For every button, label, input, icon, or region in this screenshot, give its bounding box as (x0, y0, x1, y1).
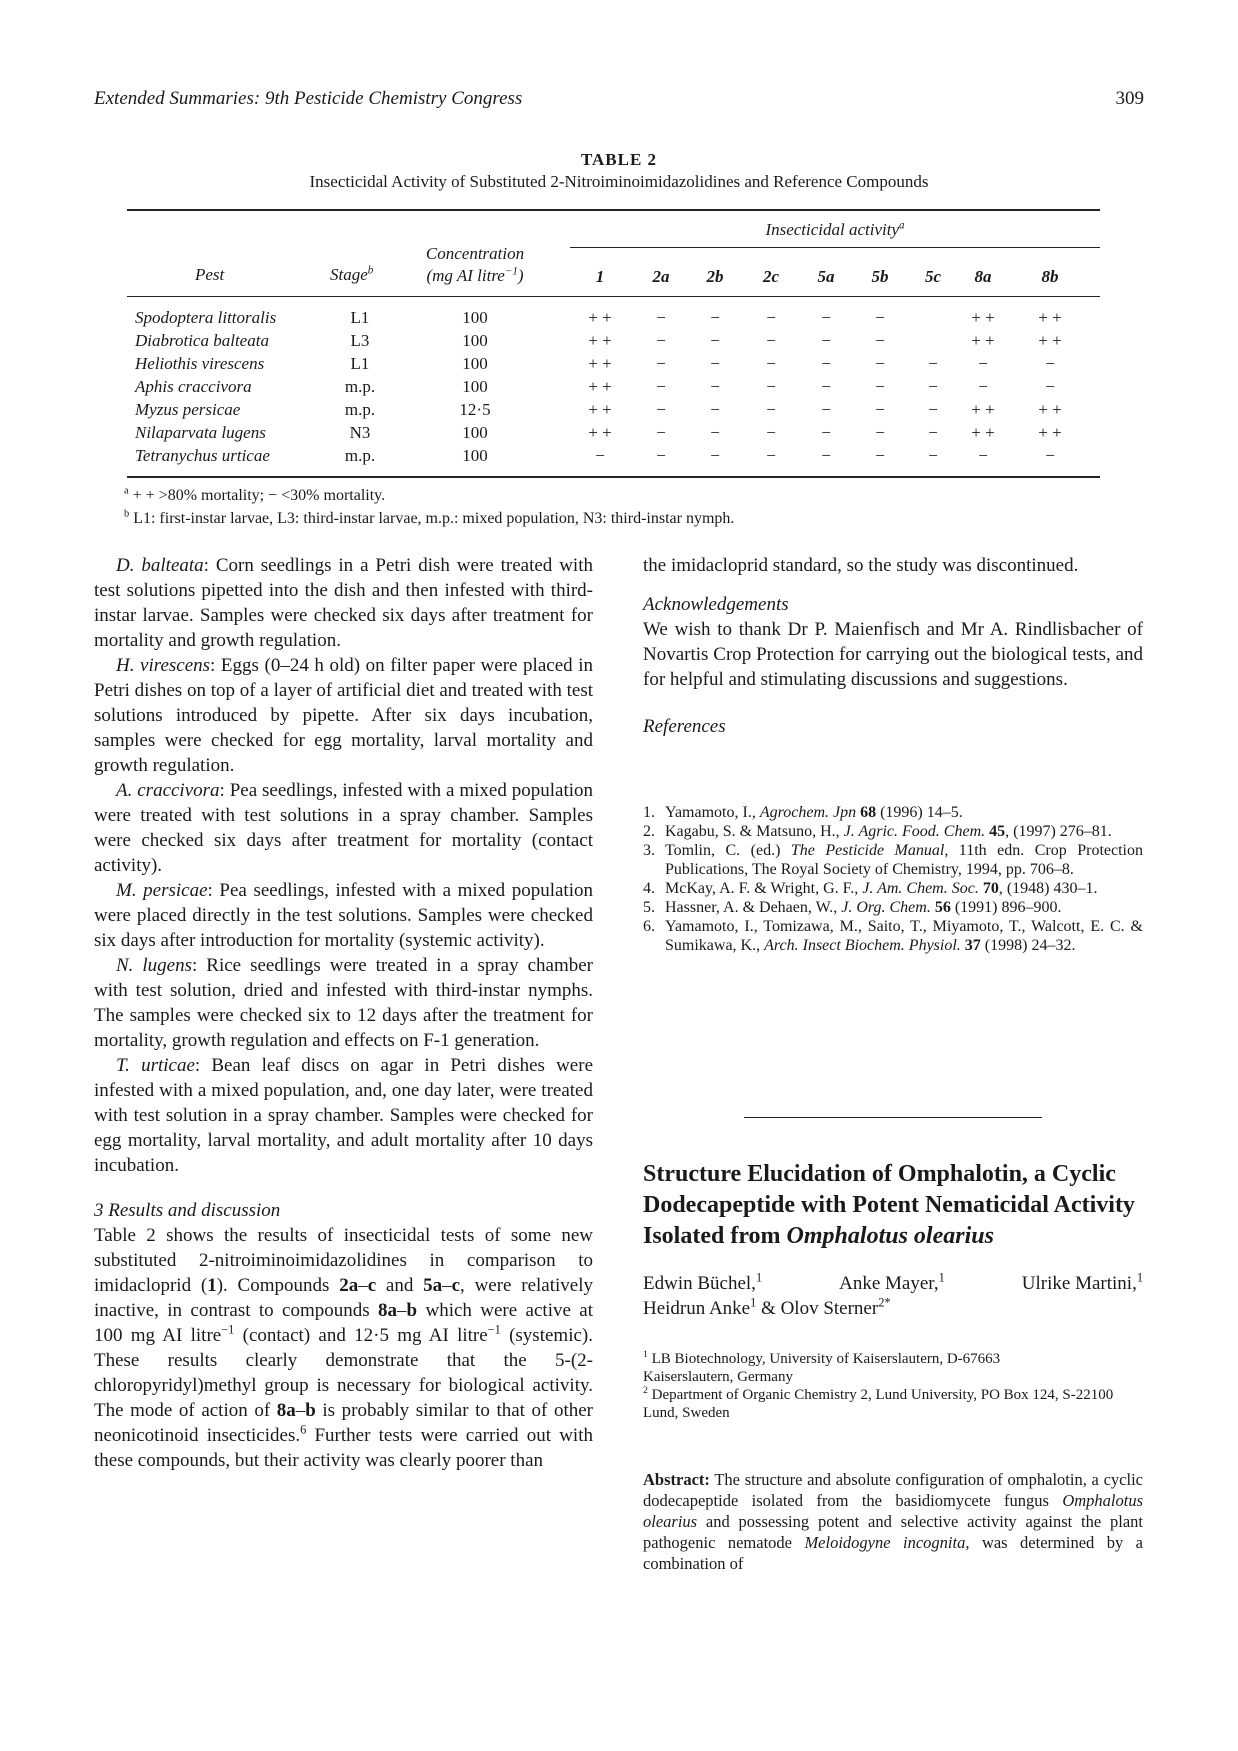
table-caption: Insecticidal Activity of Substituted 2-Nitroiminoimidazolidines and Reference Compounds (309, 172, 929, 191)
reference-rest: , 11th edn. Crop Protection Publications, The Royal Society of Chemistry, 1994, pp. 706–8. (665, 842, 1144, 878)
species-name: Meloidogyne incognita (804, 1533, 966, 1552)
activity-cell: − (656, 400, 666, 419)
method-text: : Bean leaf discs on agar in Petri dishes were infested with a mixed population, and, one day later, were treated with test solution in a spray chamber. Samples were checked for egg mortality, larval mortality, and adult mortality after 10 days incubation. (94, 1055, 594, 1176)
activity-cell: + + (588, 308, 612, 327)
reference-item (643, 917, 1143, 955)
author-line-2 (643, 1296, 1143, 1321)
running-head (94, 88, 1144, 110)
author (839, 1271, 945, 1296)
concentration-cell: 100 (462, 423, 488, 442)
activity-cell: − (710, 308, 720, 327)
conc-header (405, 243, 545, 287)
reference-rest: , (1997) 276–81. (1005, 823, 1112, 840)
abstract-text: The structure and absolute configuration of omphalotin, a cyclic dodecapeptide isolated from the basidiomycete fungus (643, 1470, 1143, 1510)
reference-authors: McKay, A. F. & Wright, G. F., (665, 880, 863, 897)
activity-cell: − (710, 423, 720, 442)
pest-cell: Heliothis virescens (135, 354, 265, 373)
stage-header-sup: b (367, 264, 374, 277)
affiliation-1 (643, 1350, 1003, 1386)
method-m-persicae (94, 878, 593, 953)
author-name: & Olov Sterner (756, 1298, 879, 1319)
reference-journal: J. Org. Chem. (841, 899, 931, 916)
reference-item (643, 898, 1143, 917)
reference-volume: 70 (982, 880, 999, 897)
reference-volume: 56 (934, 899, 951, 916)
activity-cell: − (821, 377, 831, 396)
activity-cell: + + (1038, 331, 1062, 350)
abstract (643, 1469, 1143, 1574)
footnote-b (124, 510, 734, 528)
footnote-a (124, 487, 385, 505)
stage-cell: L3 (350, 331, 370, 350)
activity-cell: − (875, 400, 885, 419)
article-title-text: Structure Elucidation of Omphalotin, a Cyclic Dodecapeptide with Potent Nematicidal Activity Isolated from (643, 1161, 1135, 1249)
activity-cell: − (656, 331, 666, 350)
results-text: Table 2 shows the results of insecticidal tests of some new substituted 2-nitroiminoimidazolidines in comparison to imidacloprid ( (94, 1225, 593, 1296)
reference-list (643, 803, 1143, 955)
activity-header-rule (570, 247, 1100, 248)
activity-cell: − (1045, 354, 1055, 373)
method-t-urticae (94, 1053, 593, 1178)
reference-authors: Tomlin, C. (ed.) (665, 842, 791, 859)
concentration-cell: 100 (462, 354, 488, 373)
activity-cell: − (656, 423, 666, 442)
activity-cell: − (821, 308, 831, 327)
reference-rest: (1991) 896–900. (950, 899, 1062, 916)
article-title-species: Omphalotus olearius (786, 1223, 994, 1249)
activity-cell: − (710, 400, 720, 419)
activity-cell: − (656, 354, 666, 373)
reference-authors: Yamamoto, I., (665, 804, 760, 821)
reference-rest: (1998) 24–32. (980, 937, 1076, 954)
species-name: Omphalotus olearius (643, 1491, 1143, 1531)
affiliations (643, 1350, 1143, 1422)
affil-mark: 2* (878, 1295, 891, 1310)
results-text: – (358, 1275, 368, 1296)
activity-cell: − (766, 423, 776, 442)
reference-journal: Agrochem. Jpn (759, 804, 857, 821)
method-text: : Eggs (0–24 h old) on filter paper were placed in Petri dishes on top of a layer of artificial diet and treated with test solutions introduced by pipette. After six days incubation, samples were checked for egg mortality, larval mortality and growth regulation. (94, 655, 593, 776)
affiliation-text: LB Biotechnology, University of Kaiserslautern, D-67663 Kaiserslautern, Germany (643, 1351, 1001, 1385)
section-heading: 3 Results and discussion (94, 1200, 281, 1221)
concentration-cell: 100 (462, 308, 488, 327)
affil-number: 2 (643, 1385, 648, 1396)
activity-cell: − (766, 400, 776, 419)
activity-cell: − (1045, 446, 1055, 465)
concentration-cell: 12·5 (459, 400, 491, 419)
compound-header: 2a (652, 267, 670, 286)
results-text: (systemic). These results clearly demonstrate that the 5-(2-chloropyridyl)methyl group is necessary for biological activity. The mode of action of (94, 1325, 593, 1421)
pest-name: N. lugens (116, 955, 193, 976)
activity-cell: + + (588, 400, 612, 419)
activity-cell: − (875, 377, 885, 396)
stage-cell: m.p. (344, 400, 376, 419)
reference-item (643, 803, 1143, 822)
activity-cell: + + (971, 331, 995, 350)
activity-cell: − (766, 354, 776, 373)
affil-mark: 1 (1136, 1270, 1143, 1285)
compound-header: 5a (817, 267, 835, 286)
concentration-cell: 100 (462, 446, 488, 465)
activity-cell: − (595, 446, 605, 465)
pest-name: D. balteata (116, 555, 204, 576)
author-line-1 (643, 1271, 1143, 1296)
activity-cell: − (766, 446, 776, 465)
compound-header: 2c (762, 267, 780, 286)
conc-header-close: ) (517, 266, 524, 285)
activity-cell: − (710, 377, 720, 396)
reference-journal: J. Am. Chem. Soc. (862, 880, 979, 897)
pest-cell: Nilaparvata lugens (135, 423, 266, 442)
pest-name: H. virescens (116, 655, 211, 676)
pest-cell: Diabrotica balteata (135, 331, 269, 350)
stage-header (330, 265, 373, 285)
compound-ref: 1 (207, 1275, 217, 1296)
activity-header-sup: a (899, 219, 905, 232)
running-head-title: Extended Summaries: 9th Pesticide Chemistry Congress (94, 88, 523, 109)
reference-journal: The Pesticide Manual (790, 842, 945, 859)
activity-cell: − (656, 377, 666, 396)
activity-cell: − (928, 423, 938, 442)
footnote-b-mark: b (124, 508, 130, 520)
activity-cell: − (821, 354, 831, 373)
activity-cell: − (875, 446, 885, 465)
author-name: Ulrike Martini, (1021, 1273, 1137, 1294)
left-column (94, 553, 593, 1473)
compound-ref: 2a (339, 1275, 359, 1296)
activity-cell: − (928, 400, 938, 419)
conc-header-line2 (405, 265, 545, 287)
author (1022, 1271, 1143, 1296)
stage-cell: m.p. (344, 446, 376, 465)
activity-cell: − (821, 446, 831, 465)
stage-cell: N3 (349, 423, 371, 442)
article-title (643, 1159, 1148, 1252)
results-text: (contact) and 12·5 mg AI litre (234, 1325, 488, 1346)
affil-mark: 1 (938, 1270, 945, 1285)
activity-cell: − (656, 308, 666, 327)
results-text: – (442, 1275, 452, 1296)
affil-mark: 1 (750, 1295, 757, 1310)
reference-rest: , (1948) 430–1. (998, 880, 1098, 897)
stage-header-text: Stage (330, 265, 368, 284)
article-separator (744, 1117, 1042, 1118)
results-paragraph (94, 1223, 593, 1473)
compound-ref: b (406, 1300, 418, 1321)
activity-cell: + + (588, 354, 612, 373)
stage-cell: L1 (350, 308, 370, 327)
reference-number: 1. (643, 804, 655, 821)
activity-cell: − (875, 331, 885, 350)
stage-cell: m.p. (344, 377, 376, 396)
reference-volume: 37 (964, 937, 981, 954)
method-d-balteata (94, 553, 593, 653)
pest-cell: Myzus persicae (135, 400, 241, 419)
unit-exp: −1 (487, 1322, 501, 1337)
activity-cell: + + (588, 377, 612, 396)
method-text: : Rice seedlings were treated in a spray chamber with test solution, dried and infested with third-instar nymphs. The samples were checked six to 12 days after the treatment for mortality, growth regulation and effects on F-1 generation. (94, 955, 593, 1051)
affil-number: 1 (643, 1349, 648, 1360)
activity-cell: − (656, 446, 666, 465)
conc-header-exp: −1 (504, 265, 518, 278)
activity-cell: − (875, 423, 885, 442)
table-top-rule (127, 209, 1100, 211)
reference-item (643, 822, 1143, 841)
method-text: : Pea seedlings, infested with a mixed population were placed directly in the test solutions. Samples were checked six days after introduction for mortality (systemic activity). (94, 880, 593, 951)
activity-cell: − (766, 308, 776, 327)
pest-cell: Spodoptera littoralis (135, 308, 277, 327)
activity-cell: − (928, 446, 938, 465)
results-text: which were active at 100 mg AI litre (94, 1300, 593, 1346)
results-text: is probably similar to that of other neonicotinoid insecticides. (94, 1400, 593, 1446)
compound-header: 5c (924, 267, 942, 286)
header-bottom-rule (127, 296, 1100, 297)
compound-header: 8b (1041, 267, 1059, 286)
reference-item (643, 841, 1143, 879)
activity-cell: + + (1038, 308, 1062, 327)
compound-ref: 5a (423, 1275, 443, 1296)
method-text: : Corn seedlings in a Petri dish were treated with test solutions pipetted into the dish and then infested with third-instar larvae. Samples were checked six days after treatment for mortality and growth regulation. (94, 555, 593, 651)
activity-cell: + + (1038, 423, 1062, 442)
affil-mark: 1 (755, 1270, 763, 1285)
page-number: 309 (1115, 88, 1144, 109)
footnote-a-mark: a (124, 485, 129, 497)
conc-header-line1: Concentration (425, 244, 525, 263)
pest-name: T. urticae (116, 1055, 195, 1076)
activity-header (570, 220, 1100, 240)
reference-number: 6. (643, 918, 655, 935)
table-label: TABLE 2 (580, 150, 658, 169)
compound-ref: c (367, 1275, 377, 1296)
reference-rest: (1996) 14–5. (876, 804, 963, 821)
affiliation-2 (643, 1386, 1143, 1422)
activity-cell: − (821, 423, 831, 442)
pest-name: A. craccivora (116, 780, 220, 801)
activity-cell: + + (1038, 400, 1062, 419)
continued-text: the imidacloprid standard, so the study was discontinued. (643, 555, 1079, 576)
author-name: Anke Mayer, (839, 1273, 939, 1294)
reference-number: 5. (643, 899, 655, 916)
results-text: Further tests were carried out with these compounds, but their activity was clearly poorer than (94, 1425, 593, 1471)
pest-cell: Tetranychus urticae (135, 446, 270, 465)
method-n-lugens (94, 953, 593, 1053)
activity-cell: − (978, 354, 988, 373)
references-heading: References (643, 716, 726, 737)
compound-ref: c (451, 1275, 461, 1296)
citation-sup: 6 (300, 1422, 307, 1437)
concentration-cell: 100 (462, 377, 488, 396)
activity-cell: − (978, 377, 988, 396)
results-text: – (295, 1400, 306, 1421)
author-name: Edwin Büchel, (643, 1273, 756, 1294)
activity-cell: − (875, 354, 885, 373)
reference-number: 3. (643, 842, 655, 859)
activity-cell: − (1045, 377, 1055, 396)
author (643, 1271, 762, 1296)
compound-ref: b (305, 1400, 316, 1421)
activity-cell: − (766, 377, 776, 396)
reference-journal: Arch. Insect Biochem. Physiol. (764, 937, 961, 954)
activity-cell: − (821, 331, 831, 350)
concentration-cell: 100 (462, 331, 488, 350)
acknowledgements-text: We wish to thank Dr P. Maienfisch and Mr A. Rindlisbacher of Novartis Crop Protection for carrying out the biological tests, and for helpful and stimulating discussions and suggestions. (643, 619, 1143, 690)
activity-cell: − (978, 446, 988, 465)
reference-authors: Kagabu, S. & Matsuno, H., (665, 823, 844, 840)
method-a-craccivora (94, 778, 593, 878)
activity-cell: + + (971, 400, 995, 419)
reference-journal: J. Agric. Food. Chem. (843, 823, 986, 840)
method-h-virescens (94, 653, 593, 778)
reference-authors: Hassner, A. & Dehaen, W., (665, 899, 842, 916)
activity-cell: − (875, 308, 885, 327)
activity-cell: + + (588, 423, 612, 442)
activity-cell: − (766, 331, 776, 350)
activity-cell: − (710, 354, 720, 373)
activity-cell: + + (971, 308, 995, 327)
compound-ref: 8a (276, 1400, 296, 1421)
compound-header: 1 (595, 267, 605, 286)
compound-header: 2b (706, 267, 724, 286)
compound-header: 8a (974, 267, 992, 286)
right-column-top (643, 553, 1143, 739)
reference-volume: 68 (860, 804, 877, 821)
table-bottom-rule (127, 476, 1100, 478)
footnote-b-text: L1: first-instar larvae, L3: third-instar larvae, m.p.: mixed population, N3: third-instar nymph. (133, 510, 735, 527)
activity-cell: − (710, 446, 720, 465)
activity-cell: − (928, 354, 938, 373)
results-text: – (397, 1300, 407, 1321)
reference-number: 4. (643, 880, 655, 897)
pest-name: M. persicae (116, 880, 208, 901)
results-text: ). Compounds (216, 1275, 340, 1296)
activity-header-text: Insecticidal activity (765, 220, 900, 239)
results-text: and (376, 1275, 424, 1296)
conc-header-unit: (mg AI litre (426, 266, 505, 285)
reference-number: 2. (643, 823, 655, 840)
abstract-text: and possessing potent and selective activity against the plant pathogenic nematode (643, 1512, 1143, 1552)
compound-header: 5b (871, 267, 889, 286)
activity-cell: − (821, 400, 831, 419)
acknowledgements-heading: Acknowledgements (643, 594, 789, 615)
abstract-text: , was determined by a combination of (643, 1533, 1143, 1573)
affiliation-text: Department of Organic Chemistry 2, Lund University, PO Box 124, S-22100 Lund, Sweden (643, 1387, 1114, 1421)
activity-cell: + + (971, 423, 995, 442)
stage-cell: L1 (350, 354, 370, 373)
author-list (643, 1271, 1143, 1321)
activity-cell: − (928, 377, 938, 396)
method-text: : Pea seedlings, infested with a mixed population were treated with test solutions in a spray chamber. Samples were checked six days after treatment for mortality (contact activity). (94, 780, 594, 876)
activity-cell: − (710, 331, 720, 350)
reference-item (643, 879, 1143, 898)
pest-header: Pest (195, 265, 225, 284)
pest-cell: Aphis craccivora (135, 377, 252, 396)
reference-authors: Yamamoto, I., Tomizawa, M., Saito, T., Miyamoto, T., Walcott, E. C. & Sumikawa, K., (665, 918, 1143, 954)
unit-exp: −1 (221, 1322, 235, 1337)
compound-ref: 8a (378, 1300, 398, 1321)
reference-volume: 45 (989, 823, 1006, 840)
abstract-label: Abstract: (643, 1470, 710, 1489)
footnote-a-text: + + >80% mortality; − <30% mortality. (132, 487, 386, 504)
activity-cell: + + (588, 331, 612, 350)
results-text: , were relatively inactive, in contrast to compounds (94, 1275, 594, 1321)
author-name: Heidrun Anke (643, 1298, 751, 1319)
